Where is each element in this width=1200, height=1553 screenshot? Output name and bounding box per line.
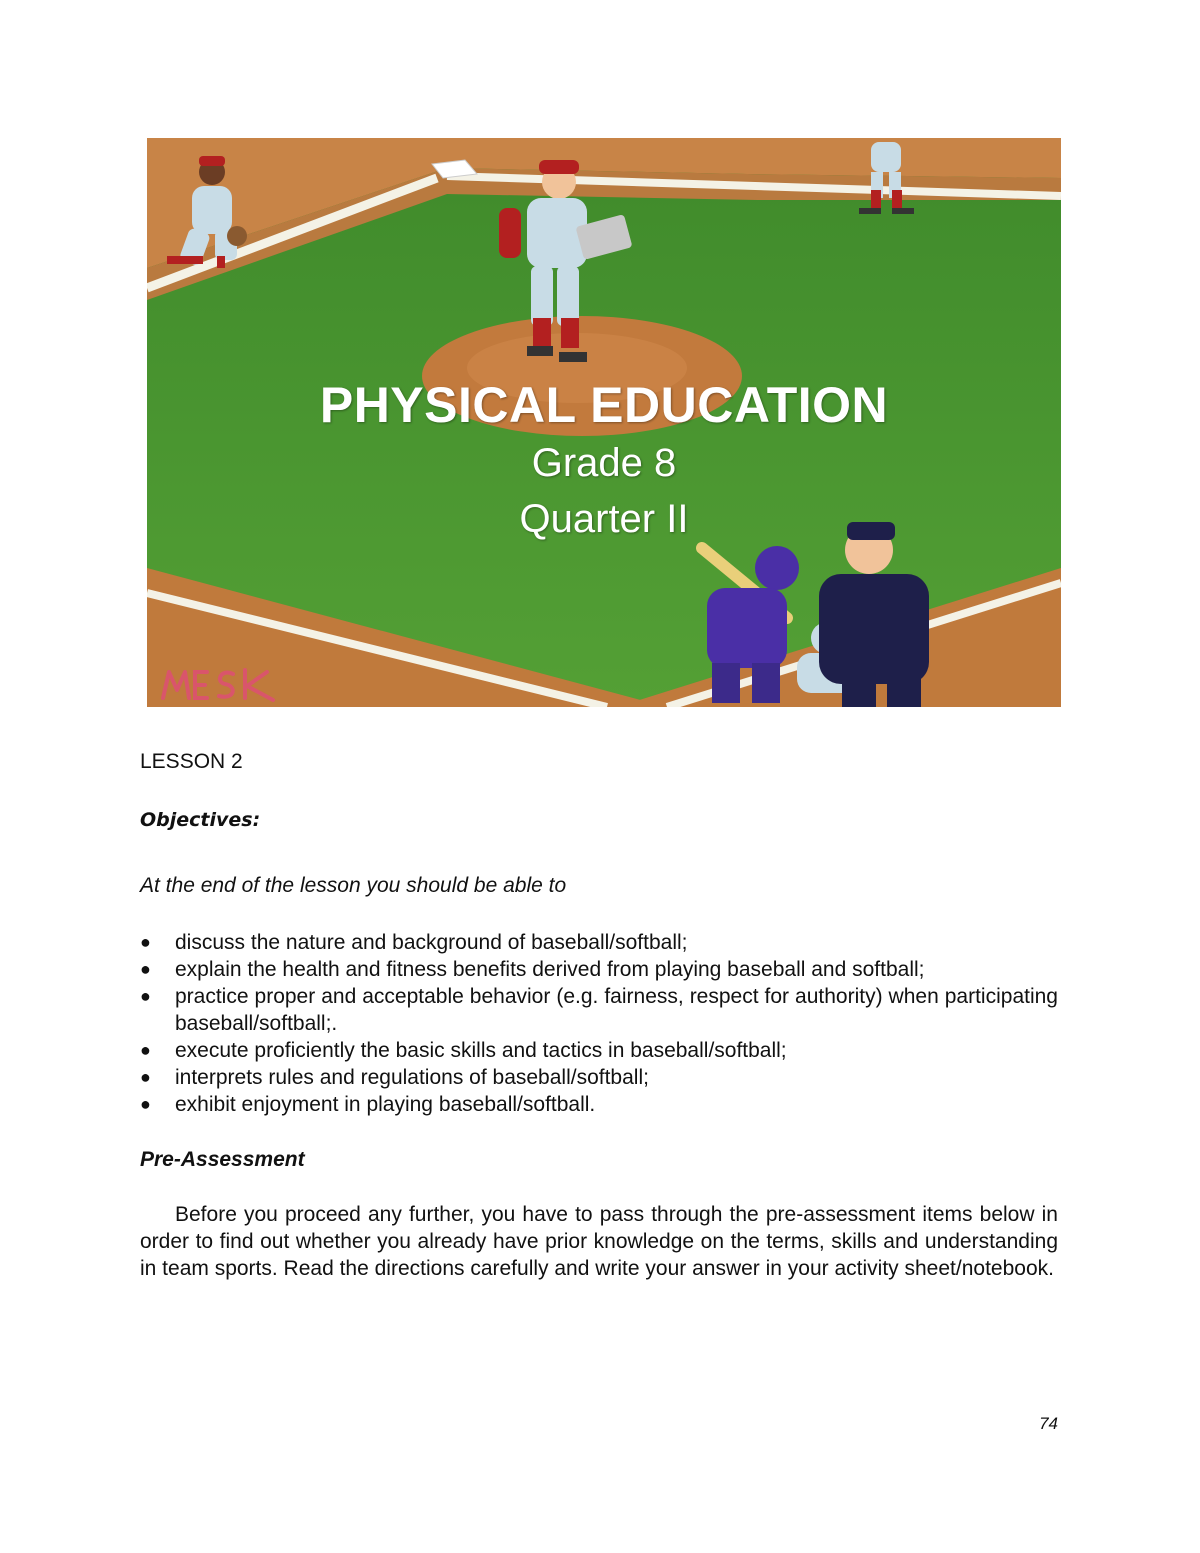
bullet-icon: ● [140,1067,151,1087]
pre-assessment-paragraph: Before you proceed any further, you have to pass through the pre-assessment items below in order to find out whether you already have prior knowledge on the terms, skills and understanding in team sports. Read the directions carefully and write your answer in your activity sheet/notebook. [140,1203,1058,1280]
lesson-content [140,748,1058,1282]
banner-title: PHYSICAL EDUCATION [319,377,889,433]
banner-grade: Grade 8 [531,441,677,485]
objective-text: practice proper and acceptable behavior (e.g. fairness, respect for authority) when participating baseball/softball;. [175,985,1058,1035]
objectives-intro: At the end of the lesson you should be able to [140,874,567,897]
objectives-list [140,929,1058,1118]
objective-text: explain the health and fitness benefits derived from playing baseball and softball; [175,958,925,981]
objective-text: interprets rules and regulations of baseball/softball; [175,1066,649,1089]
list-item [140,1037,1058,1064]
objectives-heading: Objectives: [140,809,261,831]
lesson-label: LESSON 2 [140,750,243,773]
list-item [140,929,1058,956]
pre-assessment-heading: Pre-Assessment [140,1148,305,1171]
bullet-icon: ● [140,986,151,1006]
bullet-icon: ● [140,1040,151,1060]
bullet-icon: ● [140,959,151,979]
banner-quarter: Quarter II [519,497,689,541]
objective-text: exhibit enjoyment in playing baseball/softball. [175,1093,596,1116]
cover-banner [147,138,1061,707]
objective-text: execute proficiently the basic skills and tactics in baseball/softball; [175,1039,787,1062]
bullet-icon: ● [140,1094,151,1114]
list-item [140,1064,1058,1091]
list-item [140,956,1058,983]
objective-text: discuss the nature and background of baseball/softball; [175,931,688,954]
list-item [140,983,1058,1037]
list-item [140,1091,1058,1118]
page-number: 74 [1039,1414,1058,1433]
bullet-icon: ● [140,932,151,952]
artist-signature [159,664,289,704]
